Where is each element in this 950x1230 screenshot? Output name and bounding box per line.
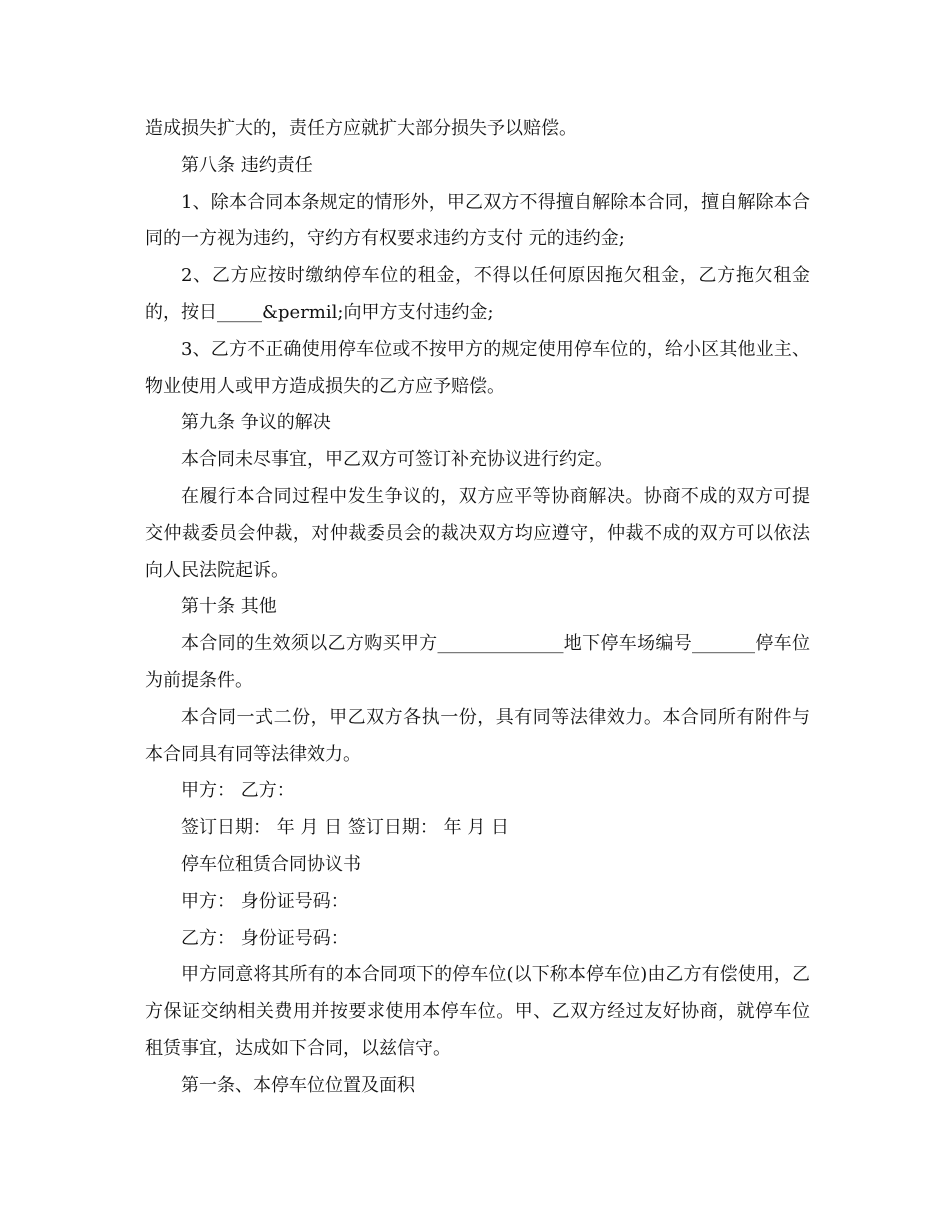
- paragraph-4: 2、乙方应按时缴纳停车位的租金，不得以任何原因拖欠租金，乙方拖欠租金的，按日_____&permil;向甲方支付违约金;: [145, 265, 810, 323]
- paragraph-3: 1、除本合同本条规定的情形外，甲乙双方不得擅自解除本合同，擅自解除本合同的一方视为违约，守约方有权要求违约方支付 元的违约金;: [145, 191, 810, 250]
- paragraph-11: 本合同一式二份，甲乙双方各执一份，具有同等法律效力。本合同所有附件与本合同具有同等法律效力。: [145, 706, 810, 765]
- party-b-id-line: 乙方： 身份证号码：: [181, 927, 349, 949]
- paragraph-8: 在履行本合同过程中发生争议的，双方应平等协商解决。协商不成的双方可提交仲裁委员会仲裁，对仲裁委员会的裁决双方均应遵守，仲裁不成的双方可以依法向人民法院起诉。: [145, 485, 810, 581]
- party-a-id-line: 甲方： 身份证号码：: [181, 890, 349, 912]
- article-9-heading: 第九条 争议的解决: [181, 412, 331, 434]
- article-10-heading: 第十条 其他: [181, 596, 277, 618]
- paragraph-1: 造成损失扩大的，责任方应就扩大部分损失予以赔偿。: [145, 118, 577, 139]
- paragraph-17: 甲方同意将其所有的本合同项下的停车位(以下称本停车位)由乙方有偿使用，乙方保证交纳相关费用并按要求使用本停车位。甲、乙双方经过友好协商，就停车位租赁事宜，达成如下合同，以兹信守。: [145, 964, 810, 1059]
- paragraph-10: 本合同的生效须以乙方购买甲方______________地下停车场编号_______停车位为前提条件。: [145, 633, 810, 691]
- document-body: [145, 111, 810, 1105]
- party-line: 甲方： 乙方：: [181, 780, 295, 802]
- paragraph-5: 3、乙方不正确使用停车位或不按甲方的规定使用停车位的，给小区其他业主、物业使用人或甲方造成损失的乙方应予赔偿。: [145, 338, 810, 397]
- article-1-heading: 第一条、本停车位位置及面积: [181, 1074, 415, 1096]
- signing-date-line: 签订日期： 年 月 日 签订日期： 年 月 日: [181, 817, 510, 839]
- article-8-heading: 第八条 违约责任: [181, 154, 313, 176]
- contract-title: 停车位租赁合同协议书: [181, 853, 361, 875]
- paragraph-7: 本合同未尽事宜，甲乙双方可签订补充协议进行约定。: [181, 449, 613, 471]
